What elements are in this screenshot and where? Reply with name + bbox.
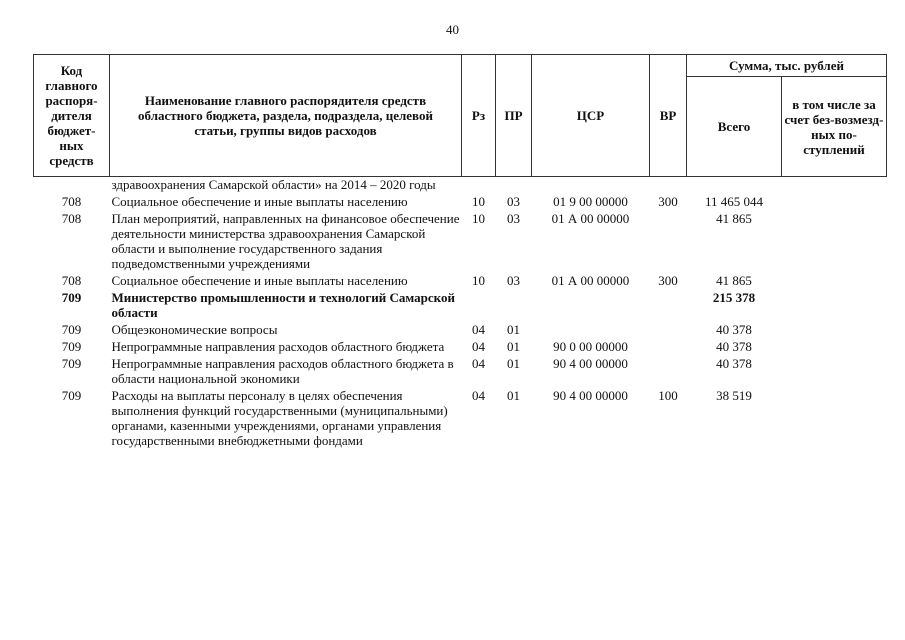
table-row — [34, 271, 887, 288]
cell-pr: 01 — [507, 322, 520, 337]
cell-name: Общеэкономические вопросы — [111, 322, 278, 337]
cell-pr: 01 — [507, 388, 520, 403]
header-code: Код главного распоря-дителя бюджет-ных средств — [34, 55, 110, 177]
cell-total: 41 865 — [716, 211, 752, 226]
budget-table — [33, 54, 887, 448]
cell-pr: 03 — [507, 211, 520, 226]
cell-pr: 01 — [507, 339, 520, 354]
cell-rz: 10 — [472, 194, 485, 209]
table-row — [34, 192, 887, 209]
page-number: 40 — [446, 22, 459, 37]
cell-name: Социальное обеспечение и иные выплаты населению — [111, 194, 408, 209]
cell-csr: 90 4 00 00000 — [553, 388, 628, 403]
cell-name: Социальное обеспечение и иные выплаты населению — [111, 273, 408, 288]
cell-total: 40 378 — [716, 356, 752, 371]
table-row — [34, 354, 887, 386]
cell-pr: 03 — [507, 273, 520, 288]
header-rz: Рз — [462, 55, 496, 177]
cell-total — [687, 177, 782, 193]
header-pr: ПР — [496, 55, 532, 177]
header-csr: ЦСР — [532, 55, 650, 177]
header-name: Наименование главного распорядителя средств областного бюджета, раздела, подраздела, целевой статьи, группы видов расходов — [110, 55, 462, 177]
cell-pr — [496, 177, 532, 193]
cell-vr — [650, 209, 687, 271]
cell-rz: 10 — [472, 273, 485, 288]
header-total: Всего — [687, 77, 782, 177]
header-vr: ВР — [650, 55, 687, 177]
table-header — [34, 55, 887, 177]
cell-name: здравоохранения Самарской области» на 2014 – 2020 годы — [111, 177, 436, 192]
header-sum: Сумма, тыс. рублей — [687, 55, 887, 77]
cell-total: 215 378 — [712, 290, 756, 305]
header-free: в том числе за счет без-возмезд-ных по-ступлений — [782, 77, 887, 177]
cell-free — [782, 386, 887, 448]
cell-total: 40 378 — [716, 339, 752, 354]
cell-code: 709 — [61, 388, 82, 403]
cell-code: 708 — [61, 273, 82, 288]
cell-pr — [496, 288, 532, 320]
cell-total: 41 865 — [716, 273, 752, 288]
cell-code: 709 — [61, 290, 82, 305]
cell-csr — [532, 288, 650, 320]
cell-free — [782, 354, 887, 386]
cell-csr: 90 0 00 00000 — [553, 339, 628, 354]
cell-code: 708 — [61, 211, 82, 226]
cell-vr — [650, 354, 687, 386]
table-row — [34, 320, 887, 337]
cell-name: Министерство промышленности и технологий Самарской области — [111, 290, 455, 320]
cell-free — [782, 192, 887, 209]
cell-free — [782, 337, 887, 354]
cell-code — [34, 177, 110, 193]
cell-csr — [532, 177, 650, 193]
cell-rz: 04 — [472, 388, 485, 403]
cell-name: Непрограммные направления расходов областного бюджета — [111, 339, 445, 354]
cell-vr: 100 — [658, 388, 678, 403]
cell-pr: 03 — [507, 194, 520, 209]
table-row — [34, 386, 887, 448]
cell-vr — [650, 320, 687, 337]
cell-code: 708 — [61, 194, 82, 209]
cell-free — [782, 271, 887, 288]
cell-rz: 04 — [472, 322, 485, 337]
table-row — [34, 177, 887, 193]
cell-csr: 90 4 00 00000 — [553, 356, 628, 371]
cell-rz: 10 — [472, 211, 485, 226]
cell-rz — [462, 288, 496, 320]
cell-vr: 300 — [658, 273, 678, 288]
cell-csr — [532, 320, 650, 337]
cell-vr — [650, 177, 687, 193]
cell-free — [782, 177, 887, 193]
cell-code: 709 — [61, 339, 82, 354]
cell-total: 40 378 — [716, 322, 752, 337]
cell-code: 709 — [61, 322, 82, 337]
cell-free — [782, 209, 887, 271]
cell-free — [782, 288, 887, 320]
cell-rz: 04 — [472, 339, 485, 354]
cell-name: Расходы на выплаты персоналу в целях обеспечения выполнения функций государственными (муниципальными) органами, казенными учреждениями, органами управления государственными внебюджетными фондами — [111, 388, 448, 448]
table-row — [34, 337, 887, 354]
table-row — [34, 209, 887, 271]
cell-csr: 01 9 00 00000 — [553, 194, 628, 209]
cell-name: План мероприятий, направленных на финансовое обеспечение деятельности министерства здравоохранения Самарской области и выполнение государственного задания подведомственными учреждениями — [111, 211, 460, 271]
cell-free — [782, 320, 887, 337]
cell-csr: 01 А 00 00000 — [551, 273, 630, 288]
table-body — [34, 177, 887, 449]
table-row — [34, 288, 887, 320]
cell-code: 709 — [61, 356, 82, 371]
cell-name: Непрограммные направления расходов областного бюджета в области национальной экономики — [111, 356, 454, 386]
cell-csr: 01 А 00 00000 — [551, 211, 630, 226]
cell-total: 38 519 — [716, 388, 752, 403]
cell-rz: 04 — [472, 356, 485, 371]
cell-vr — [650, 337, 687, 354]
cell-total: 11 465 044 — [704, 194, 764, 209]
cell-pr: 01 — [507, 356, 520, 371]
cell-vr — [650, 288, 687, 320]
cell-rz — [462, 177, 496, 193]
cell-vr: 300 — [658, 194, 678, 209]
